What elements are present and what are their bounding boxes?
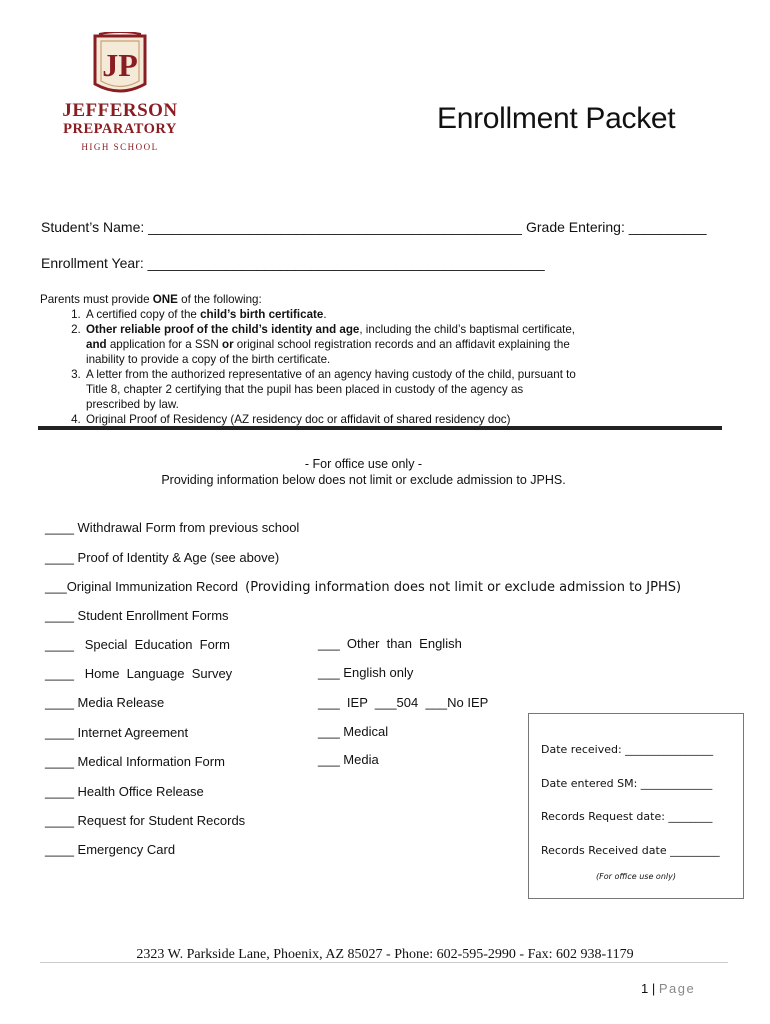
requirement-item: 3. A letter from the authorized representative of an agency having custody of the child, pursuant to Title 8, chapter 2 certifying that the pupil has been placed in custody of the agency as prescribed by law. (84, 367, 580, 412)
parent-requirements (40, 292, 580, 427)
check-emergency-card[interactable]: ____ Emergency Card (45, 842, 176, 857)
check-other-than-english[interactable]: ___ Other than English (318, 636, 462, 651)
check-media-release[interactable]: ____ Media Release (45, 695, 165, 710)
office-use-header (0, 456, 727, 488)
records-request-date-field[interactable]: Records Request date: ________ (541, 810, 713, 823)
office-use-line1: - For office use only - (304, 457, 423, 471)
check-special-education-form[interactable]: ____ Special Education Form (45, 637, 230, 652)
requirement-item: 4. Original Proof of Residency (AZ residency doc or affidavit of shared residency doc) (84, 412, 580, 427)
check-internet-agreement[interactable]: ____ Internet Agreement (45, 725, 189, 740)
logo-line2: PREPARATORY (63, 121, 177, 137)
logo-monogram: JP (102, 47, 138, 83)
page-title: Enrollment Packet (437, 102, 676, 135)
check-iep-status[interactable]: ___ IEP ___504 ___No IEP (318, 695, 489, 710)
school-address: 2323 W. Parkside Lane, Phoenix, AZ 85027 - Phone: 602-595-2990 - Fax: 602 938-1179 (136, 947, 634, 962)
school-logo (52, 32, 188, 162)
requirements-intro: Parents must provide ONE of the following: (40, 293, 262, 306)
logo-line1: JEFFERSON (62, 100, 178, 121)
check-student-enrollment-forms[interactable]: ____ Student Enrollment Forms (45, 608, 229, 623)
section-divider (38, 426, 722, 430)
student-name-field[interactable]: Student’s Name: ________________________________________________ (41, 219, 522, 235)
requirements-list (40, 307, 580, 427)
check-english-only[interactable]: ___ English only (318, 665, 414, 680)
footer-divider (40, 962, 728, 963)
check-home-language-survey[interactable]: ____ Home Language Survey (45, 666, 233, 681)
check-immunization-record[interactable]: ___Original Immunization Record (Providing information does not limit or exclude admission to JPHS) (45, 579, 682, 595)
check-medical-information-form[interactable]: ____ Medical Information Form (45, 754, 225, 769)
requirement-item: 2. Other reliable proof of the child’s identity and age, including the child’s baptismal certificate, and application for a SSN or original school registration records and an affidavit explaining the inability to provide a copy of the birth certificate. (84, 322, 580, 367)
logo-line3: HIGH SCHOOL (81, 142, 159, 152)
requirement-item: 1. A certified copy of the child’s birth certificate. (84, 307, 580, 322)
check-request-student-records[interactable]: ____ Request for Student Records (45, 813, 246, 828)
enrollment-year-field[interactable]: Enrollment Year: ___________________________________________________ (41, 255, 545, 271)
check-health-office-release[interactable]: ____ Health Office Release (45, 784, 204, 799)
date-received-field[interactable]: Date received: ________________ (541, 743, 714, 756)
records-received-date-field[interactable]: Records Received date _________ (541, 844, 720, 857)
date-entered-sm-field[interactable]: Date entered SM: _____________ (541, 777, 713, 790)
grade-entering-field[interactable]: Grade Entering: __________ (526, 219, 707, 235)
office-use-box (528, 713, 744, 899)
office-use-note: (For office use only) (596, 872, 676, 881)
check-withdrawal-form[interactable]: ____ Withdrawal Form from previous school (45, 520, 300, 535)
check-medical[interactable]: ___ Medical (318, 724, 389, 739)
page-number: 1 | Page (641, 981, 696, 996)
crest-icon (52, 32, 188, 100)
check-media[interactable]: ___ Media (318, 752, 379, 767)
check-proof-identity[interactable]: ____ Proof of Identity & Age (see above) (45, 550, 280, 565)
office-use-line2: Providing information below does not limit or exclude admission to JPHS. (161, 473, 566, 487)
